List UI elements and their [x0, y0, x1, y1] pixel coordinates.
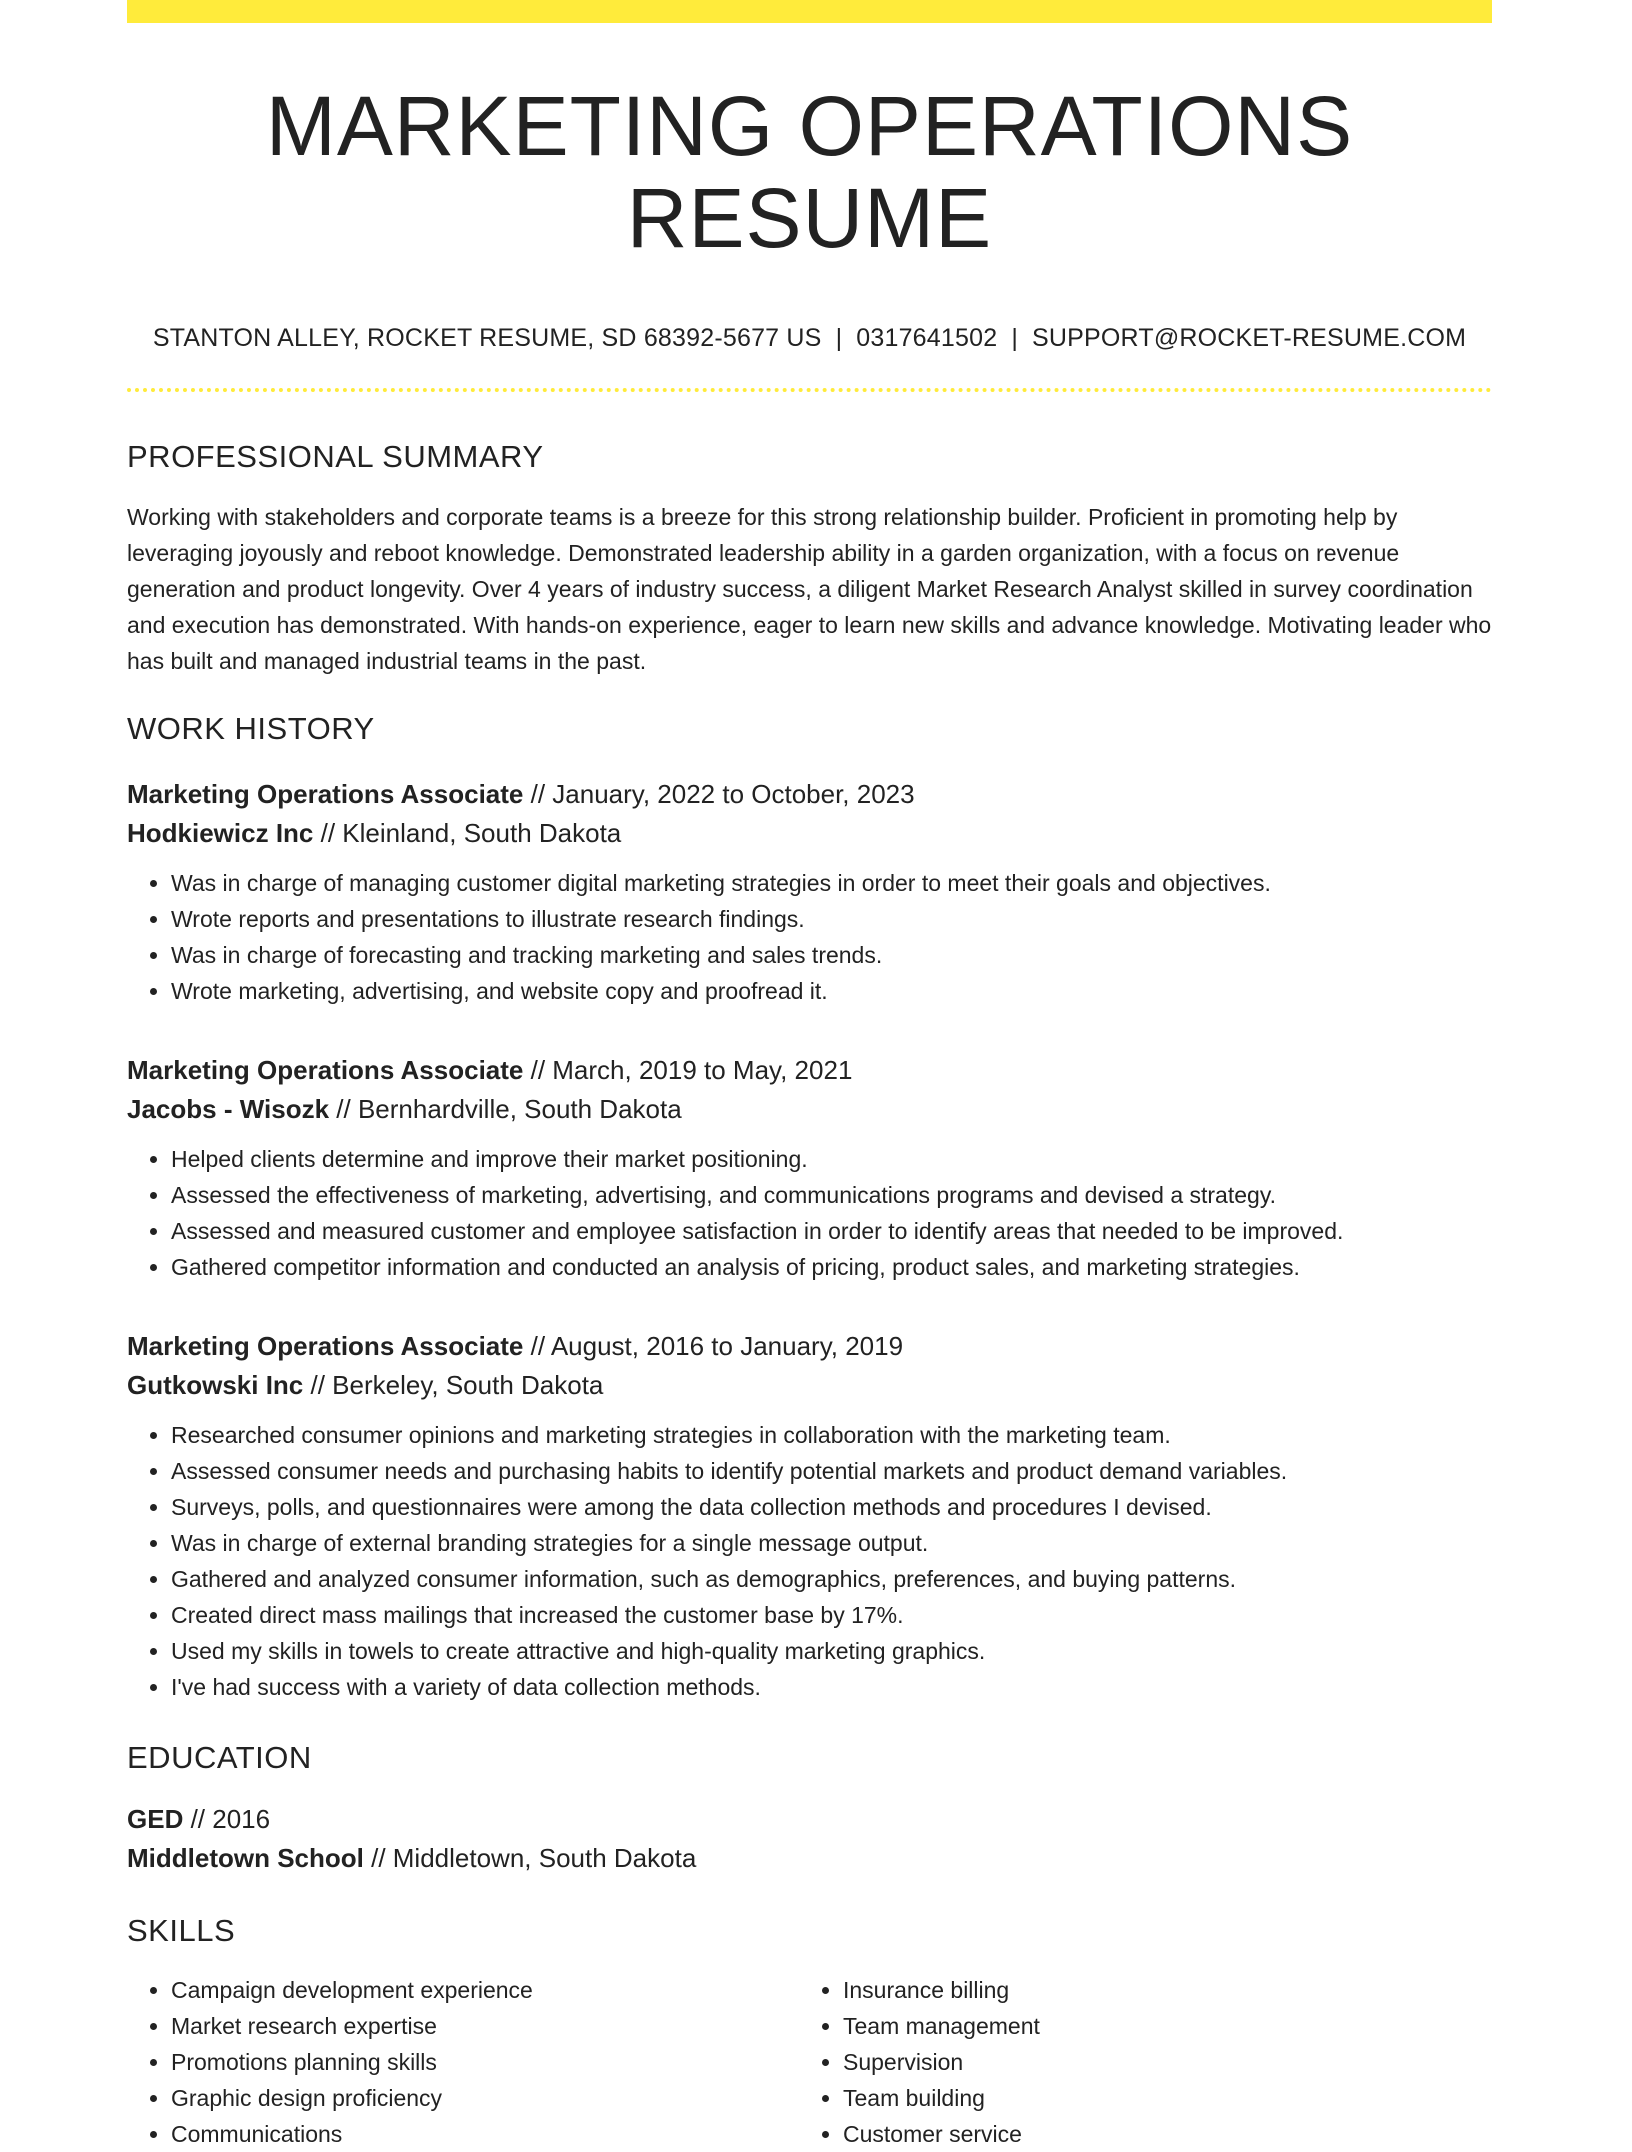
resume-page — [127, 0, 1492, 2152]
header-divider — [127, 388, 1492, 392]
job-bullet: • Gathered competitor information and conducted an analysis of pricing, product sales, and marketing strategies. — [171, 1249, 1492, 1285]
job-bullet: • Was in charge of managing customer digital marketing strategies in order to meet their goals and objectives. — [171, 865, 1492, 901]
resume-title: MARKETING OPERATIONS RESUME — [265, 79, 1354, 266]
job-dates: // March, 2019 to May, 2021 — [523, 1055, 853, 1086]
skills-right-column — [799, 1972, 1492, 2152]
job-location: // Kleinland, South Dakota — [313, 818, 622, 849]
skill-item: • Customer service — [843, 2116, 1492, 2152]
job-company-line — [127, 1090, 1492, 1129]
job-dates: // January, 2022 to October, 2023 — [523, 779, 915, 810]
skill-item: • Campaign development experience — [171, 1972, 799, 2008]
top-accent-bar — [127, 0, 1492, 23]
job-bullet: • Used my skills in towels to create attractive and high-quality marketing graphics. — [171, 1633, 1492, 1669]
job-bullets — [127, 1417, 1492, 1705]
job-location: // Berkeley, South Dakota — [303, 1370, 604, 1401]
job-bullet: • Assessed and measured customer and employee satisfaction in order to identify areas that needed to be improved. — [171, 1213, 1492, 1249]
skill-item: • Graphic design proficiency — [171, 2080, 799, 2116]
job-company: Jacobs - Wisozk — [127, 1094, 330, 1125]
job-company-line — [127, 814, 1492, 853]
job-title: Marketing Operations Associate — [127, 1331, 524, 1362]
education-entry — [127, 1800, 1492, 1878]
job-entry — [127, 775, 1492, 1009]
contact-phone: 0317641502 — [856, 323, 998, 352]
skill-item: • Supervision — [843, 2044, 1492, 2080]
job-title-line — [127, 1051, 1492, 1090]
skill-item: • Communications — [171, 2116, 799, 2152]
job-bullet: • Researched consumer opinions and marketing strategies in collaboration with the marketing team. — [171, 1417, 1492, 1453]
summary-heading: PROFESSIONAL SUMMARY — [127, 438, 544, 474]
job-bullet: • Was in charge of external branding strategies for a single message output. — [171, 1525, 1492, 1561]
contact-address: STANTON ALLEY, ROCKET RESUME, SD 68392-5677 US — [152, 323, 822, 352]
work-history-heading: WORK HISTORY — [127, 710, 375, 746]
job-company-line — [127, 1366, 1492, 1405]
education-year: // 2016 — [183, 1804, 271, 1835]
skill-item: • Promotions planning skills — [171, 2044, 799, 2080]
education-school: Middletown School — [127, 1843, 364, 1874]
skill-item: • Market research expertise — [171, 2008, 799, 2044]
job-company: Gutkowski Inc — [127, 1370, 304, 1401]
job-bullet: • I've had success with a variety of data collection methods. — [171, 1669, 1492, 1705]
job-bullet: • Assessed the effectiveness of marketing, advertising, and communications programs and devised a strategy. — [171, 1177, 1492, 1213]
job-bullet: • Surveys, polls, and questionnaires were among the data collection methods and procedures I devised. — [171, 1489, 1492, 1525]
job-bullet: • Was in charge of forecasting and tracking marketing and sales trends. — [171, 937, 1492, 973]
skills-left-column — [127, 1972, 799, 2152]
skill-item: • Team management — [843, 2008, 1492, 2044]
education-heading: EDUCATION — [127, 1740, 312, 1776]
skill-item: • Team building — [843, 2080, 1492, 2116]
education-location: // Middletown, South Dakota — [363, 1843, 697, 1874]
job-title-line — [127, 775, 1492, 814]
job-dates: // August, 2016 to January, 2019 — [523, 1331, 904, 1362]
job-bullets — [127, 865, 1492, 1009]
job-title-line — [127, 1327, 1492, 1366]
job-bullet: • Wrote reports and presentations to illustrate research findings. — [171, 901, 1492, 937]
job-bullets — [127, 1141, 1492, 1285]
education-school-line — [127, 1839, 1492, 1878]
job-entry — [127, 1051, 1492, 1285]
skills-heading: SKILLS — [127, 1913, 236, 1949]
job-bullet: • Helped clients determine and improve their market positioning. — [171, 1141, 1492, 1177]
education-degree: GED — [127, 1804, 184, 1835]
job-bullet: • Created direct mass mailings that increased the customer base by 17%. — [171, 1597, 1492, 1633]
contact-email: SUPPORT@ROCKET-RESUME.COM — [1032, 323, 1467, 352]
job-entry — [127, 1327, 1492, 1705]
summary-text: Working with stakeholders and corporate teams is a breeze for this strong relationship builder. Proficient in promoting help by leveraging joyously and reboot knowledge. Demonstrated leadership ability in a garden organization, with a focus on revenue generation and product longevity. Over 4 years of industry success, a diligent Market Research Analyst skilled in survey coordination and execution has demonstrated. With hands-on experience, eager to learn new skills and advance knowledge. Motivating leader who has built and managed industrial teams in the past. — [127, 503, 1492, 674]
job-company: Hodkiewicz Inc — [127, 818, 314, 849]
contact-separator: | — [1011, 323, 1019, 352]
job-bullet: • Assessed consumer needs and purchasing habits to identify potential markets and product demand variables. — [171, 1453, 1492, 1489]
skills-grid — [127, 1972, 1492, 2152]
job-bullet: • Gathered and analyzed consumer information, such as demographics, preferences, and buying patterns. — [171, 1561, 1492, 1597]
education-degree-line — [127, 1800, 1492, 1839]
job-location: // Bernhardville, South Dakota — [329, 1094, 682, 1125]
job-bullet: • Wrote marketing, advertising, and website copy and proofread it. — [171, 973, 1492, 1009]
contact-line — [127, 323, 1492, 353]
contact-separator: | — [835, 323, 843, 352]
job-title: Marketing Operations Associate — [127, 779, 524, 810]
skill-item: • Insurance billing — [843, 1972, 1492, 2008]
job-title: Marketing Operations Associate — [127, 1055, 524, 1086]
